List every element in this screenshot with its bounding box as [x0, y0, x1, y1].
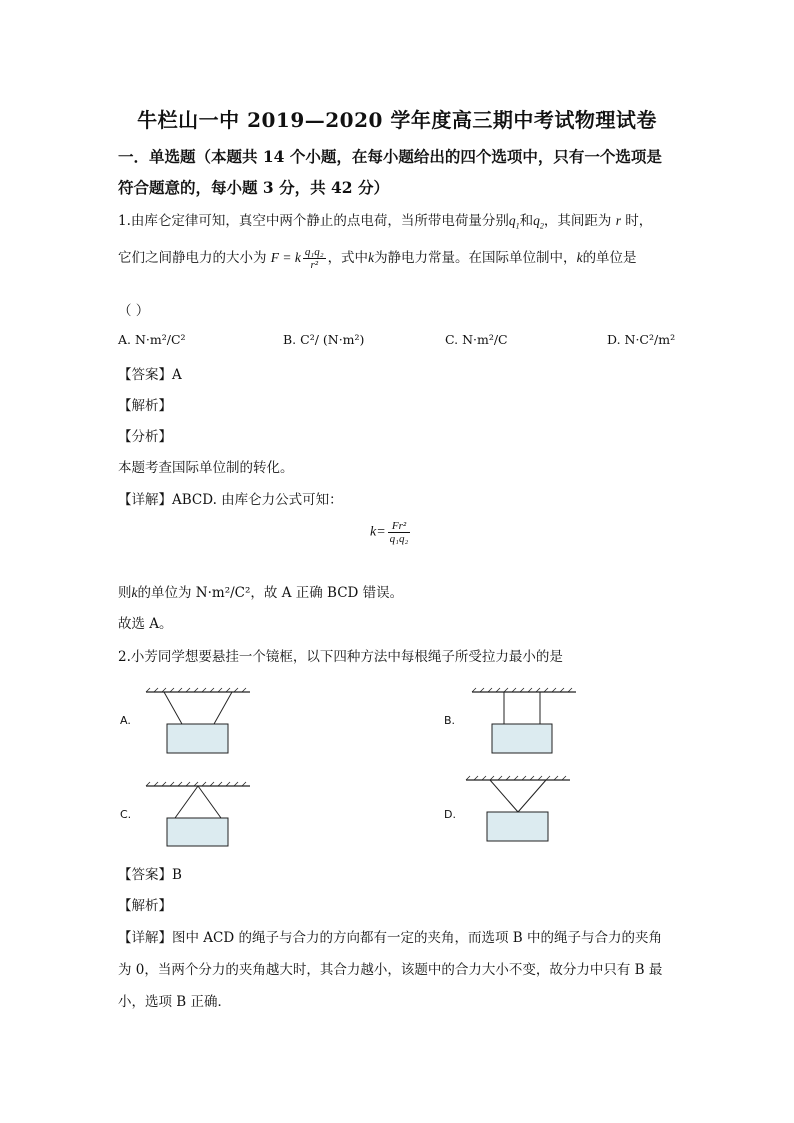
q2-symbol: $q_2$	[533, 213, 544, 231]
q1-final: 故选 A。	[118, 616, 173, 632]
q1-detail: 【详解】ABCD. 由库仑力公式可知：	[118, 492, 343, 508]
k-symbol: k	[576, 250, 583, 265]
q1-paren: （ ）	[118, 303, 150, 319]
section-heading-line2: 符合题意的，每小题 3 分，共 42 分）	[118, 178, 389, 197]
q2-detail-line2: 为 0，当两个分力的夹角越大时，其合力越小，该题中的合力大小不变，故分力中只有 B 最	[118, 962, 663, 978]
q1-fenxi-tag: 【分析】	[118, 429, 172, 445]
q1-answer: 【答案】A	[118, 367, 182, 383]
figure-b-label: B.	[444, 714, 456, 727]
q2-detail-line3: 小，选项 B 正确．	[118, 994, 232, 1010]
figure-d-diagram	[462, 774, 574, 846]
figure-c-diagram	[142, 780, 254, 852]
q2-detail-line1: 【详解】图中 ACD 的绳子与合力的方向都有一定的夹角，而选项 B 中的绳子与合力的夹角	[118, 930, 662, 946]
choice-d: D. N·C²/m²	[607, 332, 676, 347]
section-heading-line1: 一．单选题（本题共 14 个小题，在每小题给出的四个选项中，只有一个选项是	[118, 147, 662, 166]
q1-conclusion: 则k的单位为 N·m²/C²，故 A 正确 BCD 错误。	[118, 585, 404, 601]
coulomb-formula: F = k $\frac{\text{q₁q₂}}{\text{r²}}$	[270, 246, 324, 272]
figure-d-label: D.	[444, 808, 456, 821]
q2-analysis-tag: 【解析】	[118, 898, 172, 914]
q1-text: 和	[519, 213, 534, 229]
figure-a-label: A.	[120, 714, 131, 727]
q1-symbol: $q_1$	[508, 213, 520, 231]
q1-text: ，式中	[327, 250, 369, 266]
q1-text: 为静电力常量。在国际单位制中，	[374, 250, 577, 266]
q1-text: 时，	[625, 213, 653, 229]
choice-a: A. N·m²/C²	[118, 332, 186, 347]
q1-stem-line1	[118, 209, 652, 231]
q1-text: ，其间距为	[543, 213, 612, 229]
q1-text: 1.由库仑定律可知，真空中两个静止的点电荷，当所带电荷量分别	[118, 213, 509, 229]
figure-b-diagram	[468, 686, 580, 758]
q1-text: 的单位是	[582, 250, 637, 266]
k-symbol: k	[368, 250, 375, 265]
q1-analysis-tag: 【解析】	[118, 398, 172, 414]
page-title: 牛栏山一中 2019—2020 学年度高三期中考试物理试卷	[137, 108, 657, 132]
q2-answer: 【答案】B	[118, 867, 182, 883]
k-equation: k= $\frac{\text{Fr²}}{\text{q₁q₂}}$	[370, 520, 409, 545]
q2-stem: 2.小芳同学想要悬挂一个镜框，以下四种方法中每根绳子所受拉力最小的是	[118, 649, 563, 665]
q1-stem-line2	[118, 246, 637, 271]
figure-a-diagram	[142, 686, 254, 758]
choice-c: C. N·m²/C	[445, 332, 508, 347]
choice-b: B. C²/ (N·m²)	[283, 332, 365, 347]
r-symbol: r	[615, 213, 621, 228]
q1-text: 它们之间静电力的大小为	[118, 250, 267, 266]
figure-c-label: C.	[120, 808, 132, 821]
q1-fenxi-text: 本题考查国际单位制的转化。	[118, 460, 294, 476]
